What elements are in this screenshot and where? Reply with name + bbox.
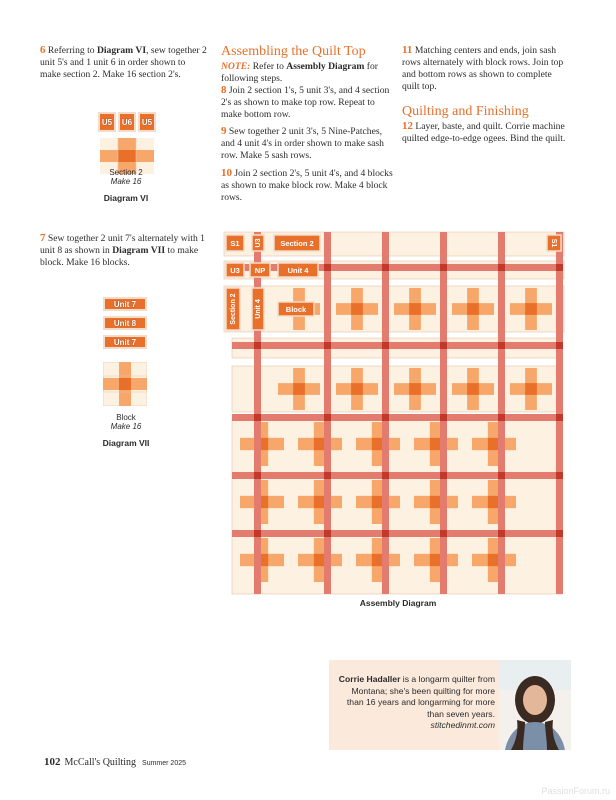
sash-cornerstone [324, 530, 331, 537]
label-block: Block [285, 305, 307, 314]
sash-cornerstone [324, 414, 331, 421]
quilting-heading: Quilting and Finishing [402, 104, 529, 119]
sash-cornerstone [440, 472, 447, 479]
diagram-6-caption [88, 168, 164, 186]
step-number: 6 [40, 44, 46, 56]
sash-horizontal [232, 530, 562, 537]
diagram-7-title: Diagram VII [102, 438, 150, 448]
sash-cornerstone [254, 530, 261, 537]
label-unit4: Unit 4 [287, 266, 309, 275]
caption-sub: Make 16 [110, 422, 142, 431]
step-6 [40, 44, 208, 81]
unit-5-box: U5 [138, 112, 156, 132]
quilt-block-center [351, 303, 363, 315]
step-12 [402, 120, 566, 145]
author-website[interactable]: stitchedinmt.com [430, 720, 495, 730]
sash-vertical [498, 232, 505, 594]
note-text-cont: for following steps. [221, 61, 378, 84]
sash-horizontal [232, 414, 562, 421]
page-footer [44, 756, 186, 768]
label-unit4-vertical: Unit 4 [254, 299, 262, 319]
diagram-6-title: Diagram VI [103, 193, 149, 203]
note-text: Refer to [250, 61, 287, 72]
magazine-name: McCall's Quilting [64, 757, 137, 768]
sash-cornerstone [440, 264, 447, 271]
sash-horizontal [232, 342, 562, 349]
sash-cornerstone [556, 530, 563, 537]
step-9 [221, 125, 393, 162]
step-text-cont: , sew together 2 unit 5's and 1 unit 6 in order shown to make section 2. Make 16 section 2's. [40, 45, 207, 80]
sash-cornerstone [498, 264, 505, 271]
sash-vertical [382, 232, 389, 594]
step-number: 10 [221, 167, 232, 179]
label-np: NP [254, 266, 266, 275]
step-number: 11 [402, 44, 413, 56]
step-11 [402, 44, 566, 93]
issue-label: Summer 2025 [142, 760, 186, 767]
sash-vertical [254, 232, 261, 594]
step-8 [221, 84, 393, 121]
sash-cornerstone [440, 342, 447, 349]
label-u3-sash: U3 [230, 266, 240, 275]
sash-cornerstone [556, 342, 563, 349]
sash-cornerstone [556, 414, 563, 421]
sash-cornerstone [498, 414, 505, 421]
step-7 [40, 232, 208, 269]
quilt-block-center [293, 383, 305, 395]
step-number: 12 [402, 120, 413, 132]
label-u3-top: U3 [254, 238, 262, 248]
sash-vertical [324, 232, 331, 594]
quilt-block-center [409, 383, 421, 395]
assembling-note [221, 61, 393, 85]
bio-description: is a longarm quilter from Montana; she's been quilting for more than 16 years and longarming for more than seven years. [346, 674, 495, 719]
sash-cornerstone [382, 264, 389, 271]
bio-text [335, 674, 495, 732]
unit-8-box: Unit 8 [103, 316, 147, 330]
sash-cornerstone [324, 472, 331, 479]
sash-cornerstone [382, 414, 389, 421]
sash-cornerstone [498, 530, 505, 537]
sash-cornerstone [556, 472, 563, 479]
diagram-reference: Diagram VI [96, 45, 147, 56]
assembly-diagram [218, 226, 572, 596]
unit-7-box: Unit 7 [103, 297, 147, 311]
quilt-block-center [409, 303, 421, 315]
step-number: 7 [40, 232, 46, 244]
sash-cornerstone [254, 472, 261, 479]
step-text: Sew together 2 unit 3's, 5 Nine-Patches, and 4 unit 4's in order shown to make sash row. Make 5 sash rows. [221, 126, 384, 161]
sash-cornerstone [440, 414, 447, 421]
quilt-block-center [467, 383, 479, 395]
author-bio [329, 660, 571, 750]
step-number: 8 [221, 84, 227, 96]
diagram-7-caption [88, 413, 164, 431]
quilt-block-center [525, 383, 537, 395]
note-label: NOTE: [221, 61, 251, 72]
label-s1: S1 [230, 239, 240, 248]
step-text: Join 2 section 2's, 5 unit 4's, and 4 blocks as shown to make block row. Make 4 block rows. [221, 168, 393, 203]
sash-cornerstone [382, 530, 389, 537]
label-s1-right: S1 [550, 238, 558, 248]
quilt-block-center [467, 303, 479, 315]
sash-cornerstone [556, 264, 563, 271]
block-illustration [103, 362, 147, 406]
unit-7-box: Unit 7 [103, 335, 147, 349]
label-section2: Section 2 [280, 239, 314, 248]
sash-cornerstone [254, 414, 261, 421]
watermark: PassionForum.ru [541, 786, 610, 796]
unit-5-box: U5 [98, 112, 116, 132]
label-section2-vertical: Section 2 [229, 293, 237, 325]
page-number: 102 [44, 756, 61, 768]
quilt-block-center [351, 383, 363, 395]
caption-main: Block [116, 413, 136, 422]
sash-cornerstone [382, 342, 389, 349]
step-text: Matching centers and ends, join sash rows alternately with block rows. Join top and bottom rows as shown to complete quilt top. [402, 45, 564, 92]
sash-horizontal [232, 472, 562, 479]
unit-6-box: U6 [118, 112, 136, 132]
author-name: Corrie Hadaller [338, 674, 401, 684]
step-text: Layer, baste, and quilt. Corrie machine quilted edge-to-edge ogees. Bind the quilt. [402, 121, 566, 144]
step-text-cont: to make block. Make 16 blocks. [40, 245, 199, 268]
note-reference: Assembly Diagram [286, 61, 365, 72]
quilt-block-center [525, 303, 537, 315]
step-text: Sew together 2 unit 7's alternately with 1 unit 8 as shown in [40, 233, 205, 256]
author-photo [499, 660, 571, 750]
step-text: Join 2 section 1's, 5 unit 3's, and 4 section 2's as shown to make top row. Repeat to make bottom row. [221, 85, 390, 120]
sash-cornerstone [498, 342, 505, 349]
sash-vertical [440, 232, 447, 594]
step-10 [221, 167, 393, 204]
sash-cornerstone [440, 530, 447, 537]
caption-main: Section 2 [109, 168, 143, 177]
sash-vertical [556, 232, 563, 594]
assembling-heading: Assembling the Quilt Top [221, 44, 366, 59]
sash-cornerstone [382, 472, 389, 479]
step-number: 9 [221, 125, 227, 137]
sash-cornerstone [324, 264, 331, 271]
caption-sub: Make 16 [110, 177, 142, 186]
sash-cornerstone [324, 342, 331, 349]
step-text: Referring to [47, 45, 97, 56]
diagram-reference: Diagram VII [112, 245, 166, 256]
assembly-diagram-title: Assembly Diagram [359, 598, 437, 608]
sash-cornerstone [498, 472, 505, 479]
sash-cornerstone [254, 342, 261, 349]
